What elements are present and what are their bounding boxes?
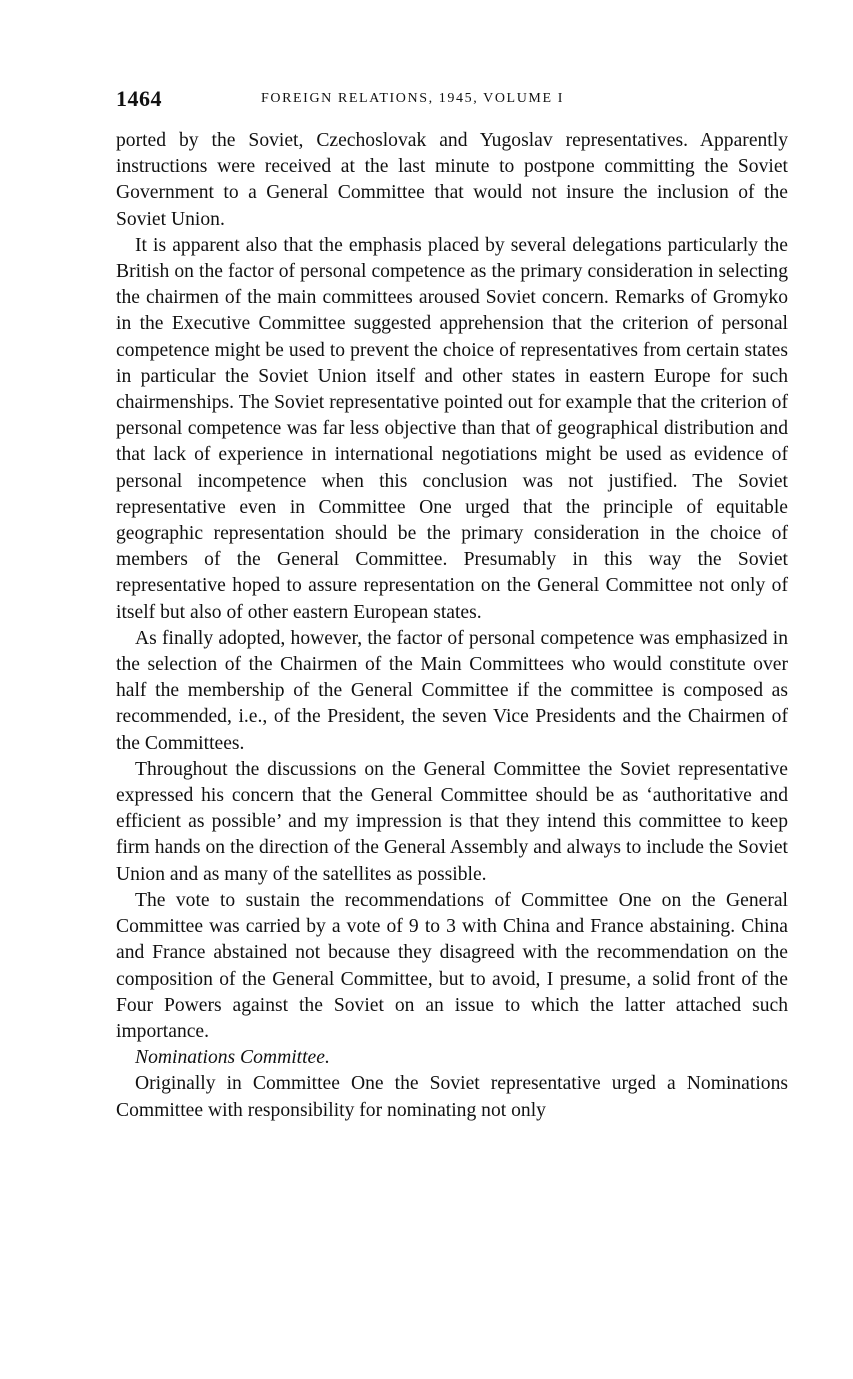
running-title: FOREIGN RELATIONS, 1945, VOLUME I (261, 91, 564, 106)
paragraph-continued: ported by the Soviet, Czechoslovak and Yugoslav representatives. Apparently instructions were received at the last minute to postpone committing the Soviet Government to a General Committee that would not insure the inclusion of the Soviet Union. (116, 130, 788, 230)
section-subheading: Nominations Committee. (135, 1047, 330, 1069)
page-number: 1464 (116, 86, 162, 111)
paragraph: As finally adopted, however, the factor of personal competence was emphasized in the selection of the Chairmen of the Main Committees who would constitute over half the membership of the General Committee if the committee is composed as recommended, i.e., of the President, the seven Vice Presidents and the Chairmen of the Committees. (116, 627, 788, 754)
paragraph: Throughout the discussions on the General Committee the Soviet representative expressed his concern that the General Committee should be as ‘authoritative and efficient as possible’ and my impression is that they intend this committee to keep firm hands on the direction of the General Assembly and always to include the Soviet Union and as many of the satellites as possible. (116, 758, 788, 885)
body-text (116, 128, 788, 1124)
paragraph: It is apparent also that the emphasis placed by several delegations particularly the British on the factor of personal competence as the primary consideration in selecting the chairmen of the main committees aroused Soviet concern. Remarks of Gromyko in the Executive Committee suggested apprehension that the criterion of personal competence might be used to prevent the choice of representatives from certain states in particular the Soviet Union itself and other states in eastern Europe for such chairmenships. The Soviet representative pointed out for example that the criterion of personal competence was far less objective than that of geographical distribution and that lack of experience in international negotiations might be used as evidence of personal incompetence when this conclusion was not justified. The Soviet representative even in Committee One urged that the principle of equitable geographic representation should be the primary consideration in the choice of members of the General Committee. Presumably in this way the Soviet representative hoped to assure representation on the General Committee not only of itself but also of other eastern European states. (116, 234, 788, 623)
paragraph: Originally in Committee One the Soviet representative urged a Nominations Committee with responsibility for nominating not only (116, 1073, 788, 1121)
page-header (116, 86, 788, 116)
paragraph: The vote to sustain the recommendations of Committee One on the General Committee was carried by a vote of 9 to 3 with China and France abstaining. China and France abstained not because they disagreed with the recommendation on the composition of the General Committee, but to avoid, I presume, a solid front of the Four Powers against the Soviet on an issue to which the latter attached such importance. (116, 889, 788, 1042)
